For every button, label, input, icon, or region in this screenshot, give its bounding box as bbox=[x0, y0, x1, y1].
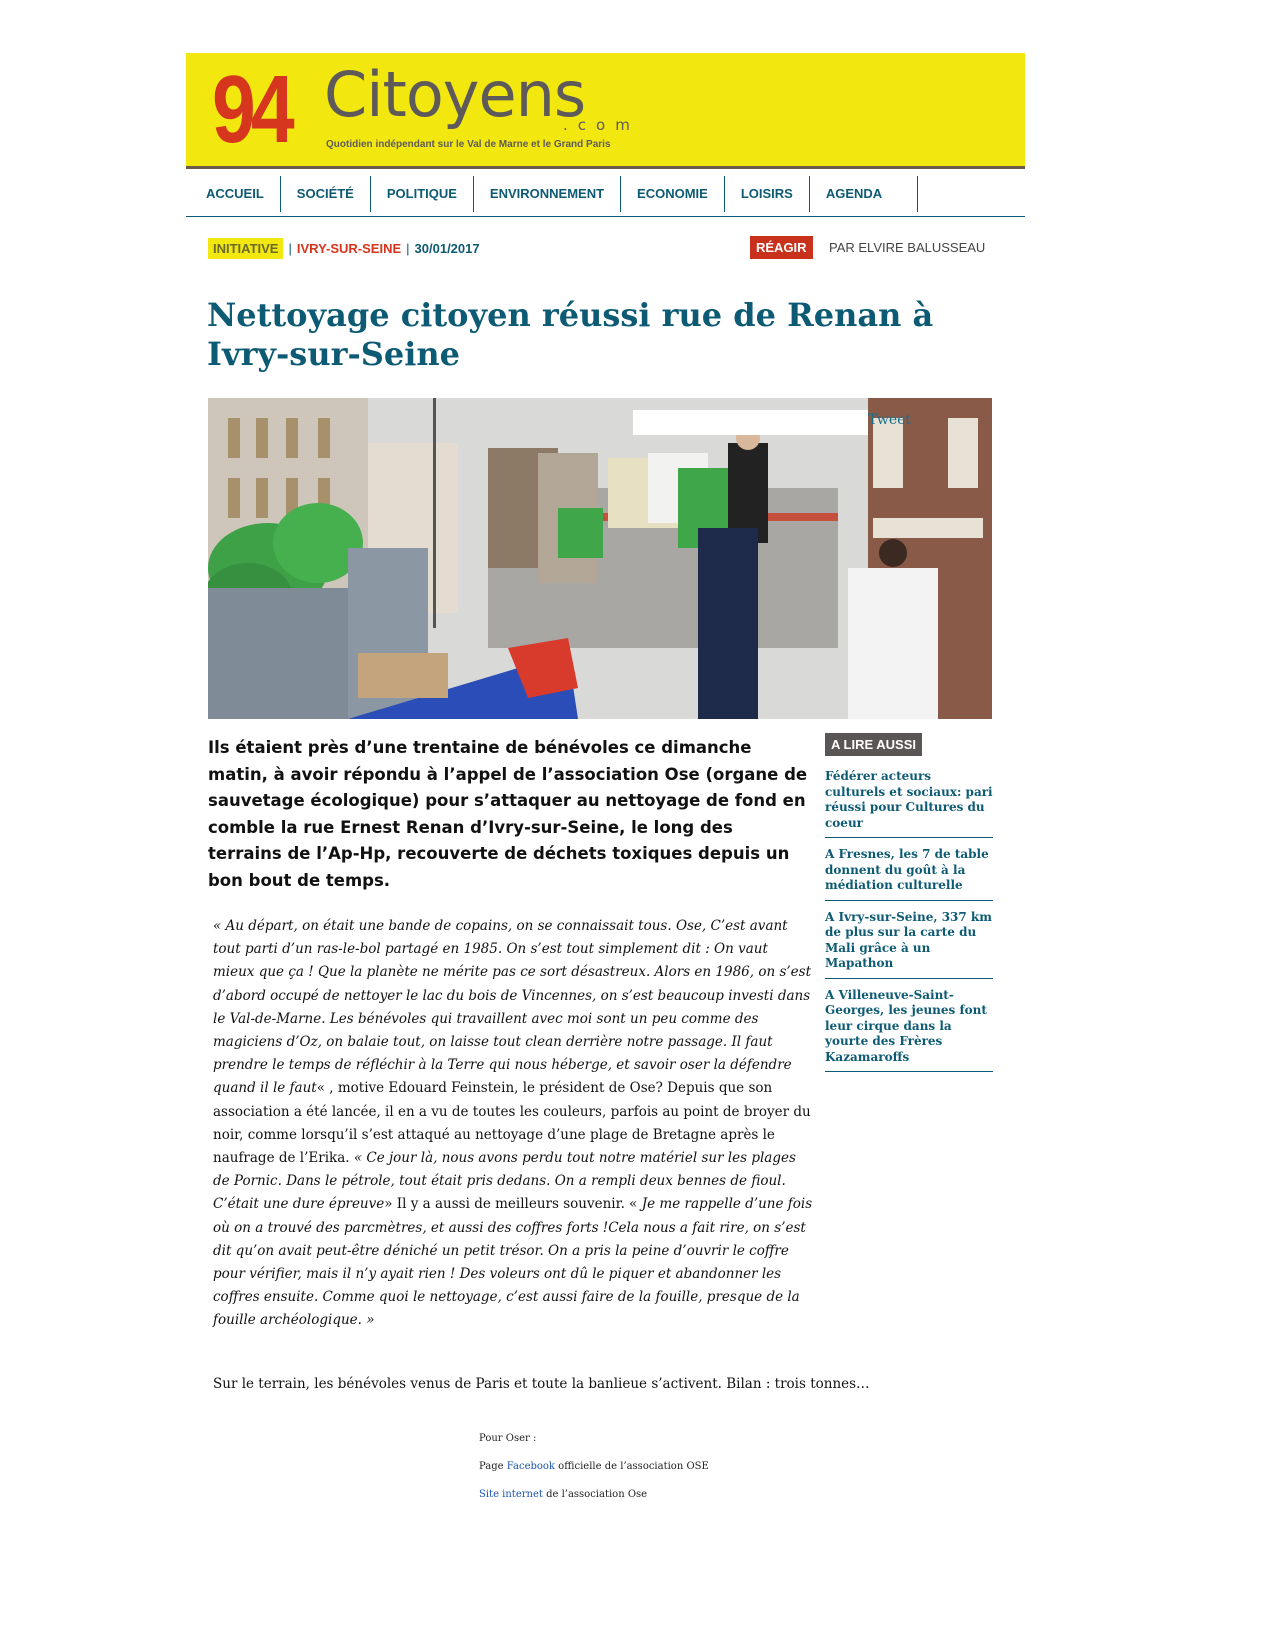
nav-item-politique[interactable]: POLITIQUE bbox=[371, 176, 474, 212]
category-tag[interactable]: INITIATIVE bbox=[208, 238, 283, 259]
site-header bbox=[186, 53, 1025, 169]
footer-line-facebook bbox=[479, 1461, 709, 1489]
quote-text: « Ce jour là, nous avons perdu tout notre matériel sur les plages de Pornic. Dans le pétrole, tout était pris dedans. On a rempli deux bennes de fioul. C’était une dure épreuve bbox=[213, 1150, 796, 1213]
nav-item-economie[interactable]: ECONOMIE bbox=[621, 176, 725, 212]
meta-separator: | bbox=[406, 240, 410, 256]
quote-text: Je me rappelle d’une fois où on a trouvé des parcmètres, et aussi des coffres forts !Cela nous a fait rire, on s’est dit qu’on avait peut-être déniché un petit trésor. On a pris la peine d’ouvrir le coffre pour vérifier, mais il n’y ayait rien ! Des voleurs ont dû le piquer et abandonner les coffres ensuite. Comme quoi le nettoyage, c’est aussi faire de la fouille, presque de la fouille archéologique. » bbox=[213, 1196, 813, 1329]
body-text: » Il y a aussi de meilleurs souvenir. « bbox=[384, 1196, 642, 1213]
react-button[interactable]: RÉAGIR bbox=[750, 236, 813, 259]
nav-item-loisirs[interactable]: LOISIRS bbox=[725, 176, 810, 212]
footer-intro: Pour Oser : bbox=[479, 1433, 537, 1444]
logo-domain: .com bbox=[563, 116, 640, 134]
nav-item-accueil[interactable]: ACCUEIL bbox=[186, 176, 281, 212]
related-link[interactable]: Fédérer acteurs culturels et sociaux: pari réussi pour Cultures du coeur bbox=[825, 766, 993, 838]
footer-line-site bbox=[479, 1489, 709, 1517]
nav-item-societe[interactable]: SOCIÉTÉ bbox=[281, 176, 371, 212]
facebook-link[interactable]: Facebook bbox=[506, 1461, 555, 1472]
meta-separator: | bbox=[288, 240, 292, 256]
nav-item-agenda[interactable]: AGENDA bbox=[810, 176, 918, 212]
logo-number: 94 bbox=[212, 56, 290, 163]
article-author: PAR ELVIRE BALUSSEAU bbox=[829, 240, 986, 255]
body-text: « , motive Edouard Feinstein, le président de Ose? Depuis que son association a été lancée, il en a vu de toutes les couleurs, parfois au point de broyer du noir, comme lorsqu’il s’est attaqué au nettoyage d’une plage de Bretagne après le naufrage de l’Erika. bbox=[213, 1080, 811, 1167]
article-photo bbox=[208, 398, 992, 719]
logo-name: Citoyens bbox=[324, 58, 586, 131]
article-closing: Sur le terrain, les bénévoles venus de Paris et toute la banlieue s’activent. Bilan : trois tonnes… bbox=[213, 1376, 870, 1392]
share-placeholder bbox=[633, 410, 868, 435]
nav-item-environnement[interactable]: ENVIRONNEMENT bbox=[474, 176, 621, 212]
city-tag[interactable]: IVRY-SUR-SEINE bbox=[296, 240, 402, 256]
article-title: Nettoyage citoyen réussi rue de Renan à Ivry-sur-Seine bbox=[207, 296, 934, 373]
related-link[interactable]: A Fresnes, les 7 de table donnent du goût à la médiation culturelle bbox=[825, 844, 993, 901]
footer-text: de l’association Ose bbox=[542, 1489, 648, 1500]
main-nav bbox=[186, 176, 1025, 217]
footer-text: officielle de l’association OSE bbox=[555, 1461, 709, 1472]
article-date: 30/01/2017 bbox=[414, 240, 480, 256]
footer-links bbox=[479, 1433, 709, 1517]
quote-text: « Au départ, on était une bande de copains, on se connaissait tous. Ose, C’est avant tout parti d’un ras-le-bol partagé en 1985. On s’est tout simplement dit : On vaut mieux que ça ! Que la planète ne mérite pas ce sort désastreux. Alors en 1986, on s’est d’abord occupé de nettoyer le lac du bois de Vincennes, on s’est beaucoup investi dans le Val-de-Marne. Les bénévoles qui travaillent avec moi sont un peu comme des magiciens d’Oz, on balaie tout, on laisse tout clean derrière notre passage. Il faut prendre le temps de réfléchir à la Terre qui nous héberge, et savoir oser la défendre quand il le faut bbox=[213, 918, 812, 1097]
photo-illustration bbox=[208, 398, 992, 719]
related-link[interactable]: A Villeneuve-Saint-Georges, les jeunes font leur cirque dans la yourte des Frères Kazamaroffs bbox=[825, 985, 993, 1073]
website-link[interactable]: Site internet bbox=[479, 1489, 543, 1500]
related-link[interactable]: A Ivry-sur-Seine, 337 km de plus sur la carte du Mali grâce à un Mapathon bbox=[825, 907, 993, 979]
related-heading: A LIRE AUSSI bbox=[825, 733, 922, 756]
footer-text: Page bbox=[479, 1461, 507, 1472]
article-lead: Ils étaient près d’une trentaine de bénévoles ce dimanche matin, à avoir répondu à l’appel de l’association Ose (organe de sauvetage écologique) pour s’attaquer au nettoyage de fond en comble la rue Ernest Renan d’Ivry-sur-Seine, le long des terrains de l’Ap-Hp, recouverte de déchets toxiques depuis un bon bout de temps. bbox=[208, 738, 808, 890]
article-meta bbox=[208, 236, 480, 260]
related-articles bbox=[825, 733, 993, 1078]
article-body bbox=[213, 915, 813, 1333]
site-tagline: Quotidien indépendant sur le Val de Marne et le Grand Paris bbox=[326, 139, 611, 150]
tweet-link[interactable]: Tweet bbox=[868, 412, 912, 428]
